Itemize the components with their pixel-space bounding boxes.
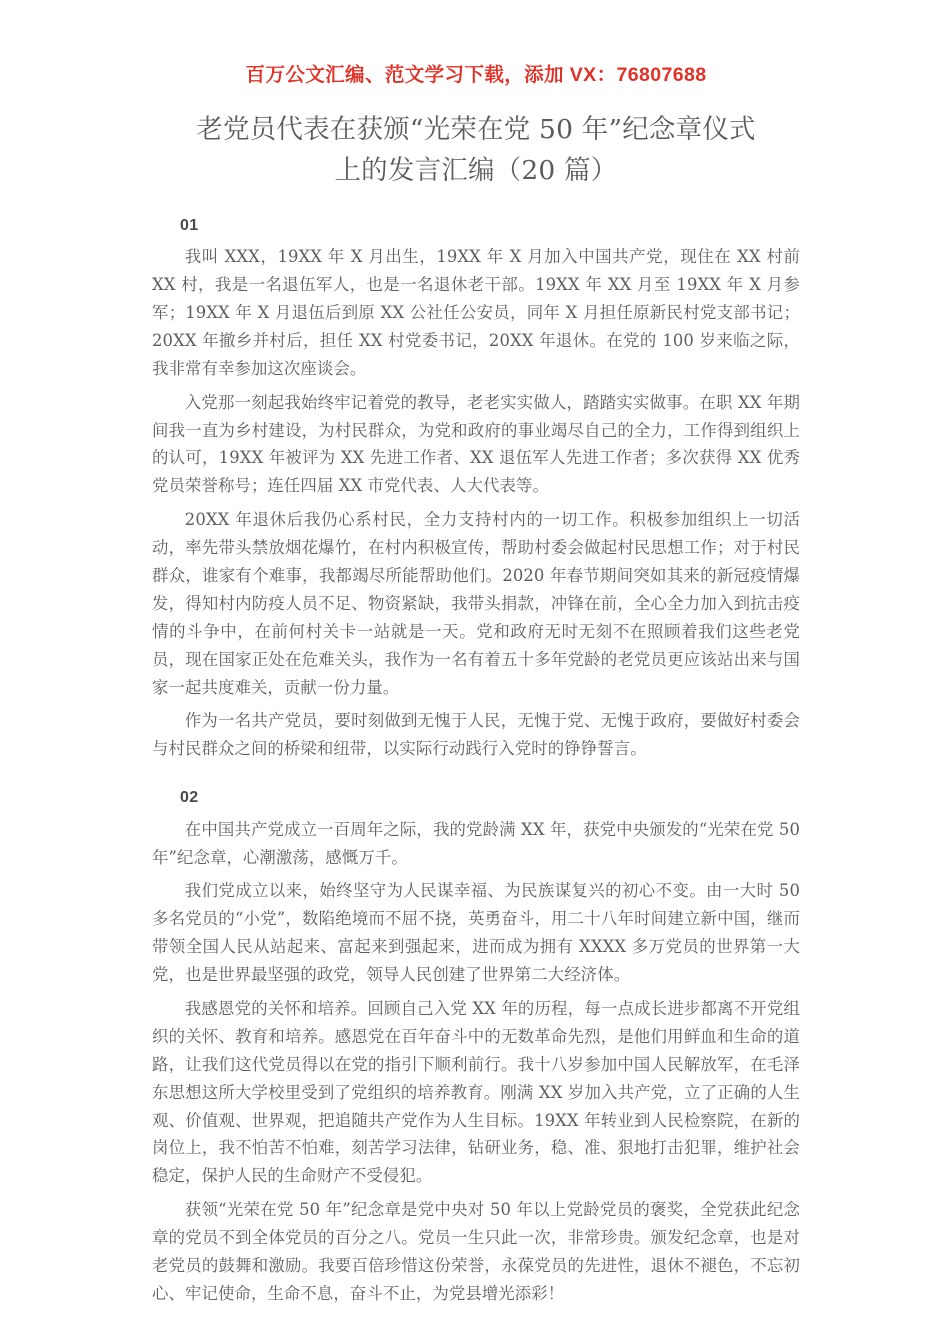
section-02: [152, 783, 800, 1308]
section-number-heading: 01: [180, 216, 199, 234]
page-title-line-2: 上的发言汇编（20 篇）: [334, 154, 618, 186]
body-paragraph: 在中国共产党成立一百周年之际，我的党龄满 XX 年，获党中央颁发的“光荣在党 50 年”纪念章，心潮激荡，感慨万千。: [152, 819, 800, 867]
body-paragraph: 获领“光荣在党 50 年”纪念章是党中央对 50 年以上党龄党员的褒奖，全党获此纪念章的党员不到全体党员的百分之八。党员一生只此一次，非常珍贵。颁发纪念章，也是对老党员的鼓舞和激励。我要百倍珍惜这份荣誉，永葆党员的先进性，退休不褪色，不忘初心、牢记使命，生命不息，奋斗不止，为党县增光添彩！: [152, 1200, 800, 1303]
body-paragraph: 入党那一刻起我始终牢记着党的教导，老老实实做人，踏踏实实做事。在职 XX 年期间我一直为乡村建设，为村民群众，为党和政府的事业竭尽自己的全力，工作得到组织上的认可，19XX 年被评为 XX 先进工作者、XX 退伍军人先进工作者；多次获得 XX 优秀党员荣誉称号；连任四届 XX 市党代表、人大代表等。: [152, 392, 800, 496]
section-01: [152, 211, 800, 763]
body-paragraph: 作为一名共产党员，要时刻做到无愧于人民，无愧于党、无愧于政府，要做好村委会与村民群众之间的桥梁和纽带，以实际行动践行入党时的铮铮誓言。: [152, 711, 800, 759]
document-content-column: [152, 0, 800, 1313]
page-title-line-1: 老党员代表在获颁“光荣在党 50 年”纪念章仪式: [196, 114, 756, 146]
body-paragraph: 我感恩党的关怀和培养。回顾自己入党 XX 年的历程，每一点成长进步都离不开党组织的关怀、教育和培养。感恩党在百年奋斗中的无数革命先烈，是他们用鲜血和生命的道路，让我们这代党员得以在党的指引下顺利前行。我十八岁参加中国人民解放军，在毛泽东思想这所大学校里受到了党组织的培养教育。刚满 XX 岁加入共产党，立了正确的人生观、价值观、世界观，把追随共产党作为人生目标。19XX 年转业到人民检察院，在新的岗位上，我不怕苦不怕难，刻苦学习法律，钻研业务，稳、准、狠地打击犯罪，维护社会稳定，保护人民的生命财产不受侵犯。: [152, 999, 800, 1186]
body-paragraph: 我叫 XXX，19XX 年 X 月出生，19XX 年 X 月加入中国共产党，现住在 XX 村前 XX 村，我是一名退伍军人，也是一名退休老干部。19XX 年 XX 月至 19XX 年 X 月参军；19XX 年 X 月退伍后到原 XX 公社任公安员，同年 X 月担任原新民村党支部书记；20XX 年撤乡并村后，担任 XX 村党委书记，20XX 年退休。在党的 100 岁来临之际，我非常有幸参加这次座谈会。: [152, 247, 800, 378]
body-paragraph: 我们党成立以来，始终坚守为人民谋幸福、为民族谋复兴的初心不变。由一大时 50 多名党员的“小党”，数陷绝境而不屈不挠，英勇奋斗，用二十八年时间建立新中国，继而带领全国人民从站起来、富起来到强起来，进而成为拥有 XXXX 多万党员的世界第一大党，也是世界最坚强的政党，领导人民创建了世界第二大经济体。: [152, 881, 800, 985]
promo-banner-text: 百万公文汇编、范文学习下载，添加 VX：76807688: [245, 64, 707, 86]
body-paragraph: 20XX 年退休后我仍心系村民，全力支持村内的一切工作。积极参加组织上一切活动，率先带头禁放烟花爆竹，在村内积极宣传，帮助村委会做起村民思想工作；对于村民群众，谁家有个难事，我都竭尽所能帮助他们。2020 年春节期间突如其来的新冠疫情爆发，得知村内防疫人员不足、物资紧缺，我带头捐款，冲锋在前，全心全力加入到抗击疫情的斗争中，在前何村关卡一站就是一天。党和政府无时无刻不在照顾着我们这些老党员，现在国家正处在危难关头，我作为一名有着五十多年党龄的老党员更应该站出来与国家一起共度难关，贡献一份力量。: [152, 510, 800, 697]
section-number-heading: 02: [180, 789, 199, 807]
page-title: [152, 110, 800, 191]
